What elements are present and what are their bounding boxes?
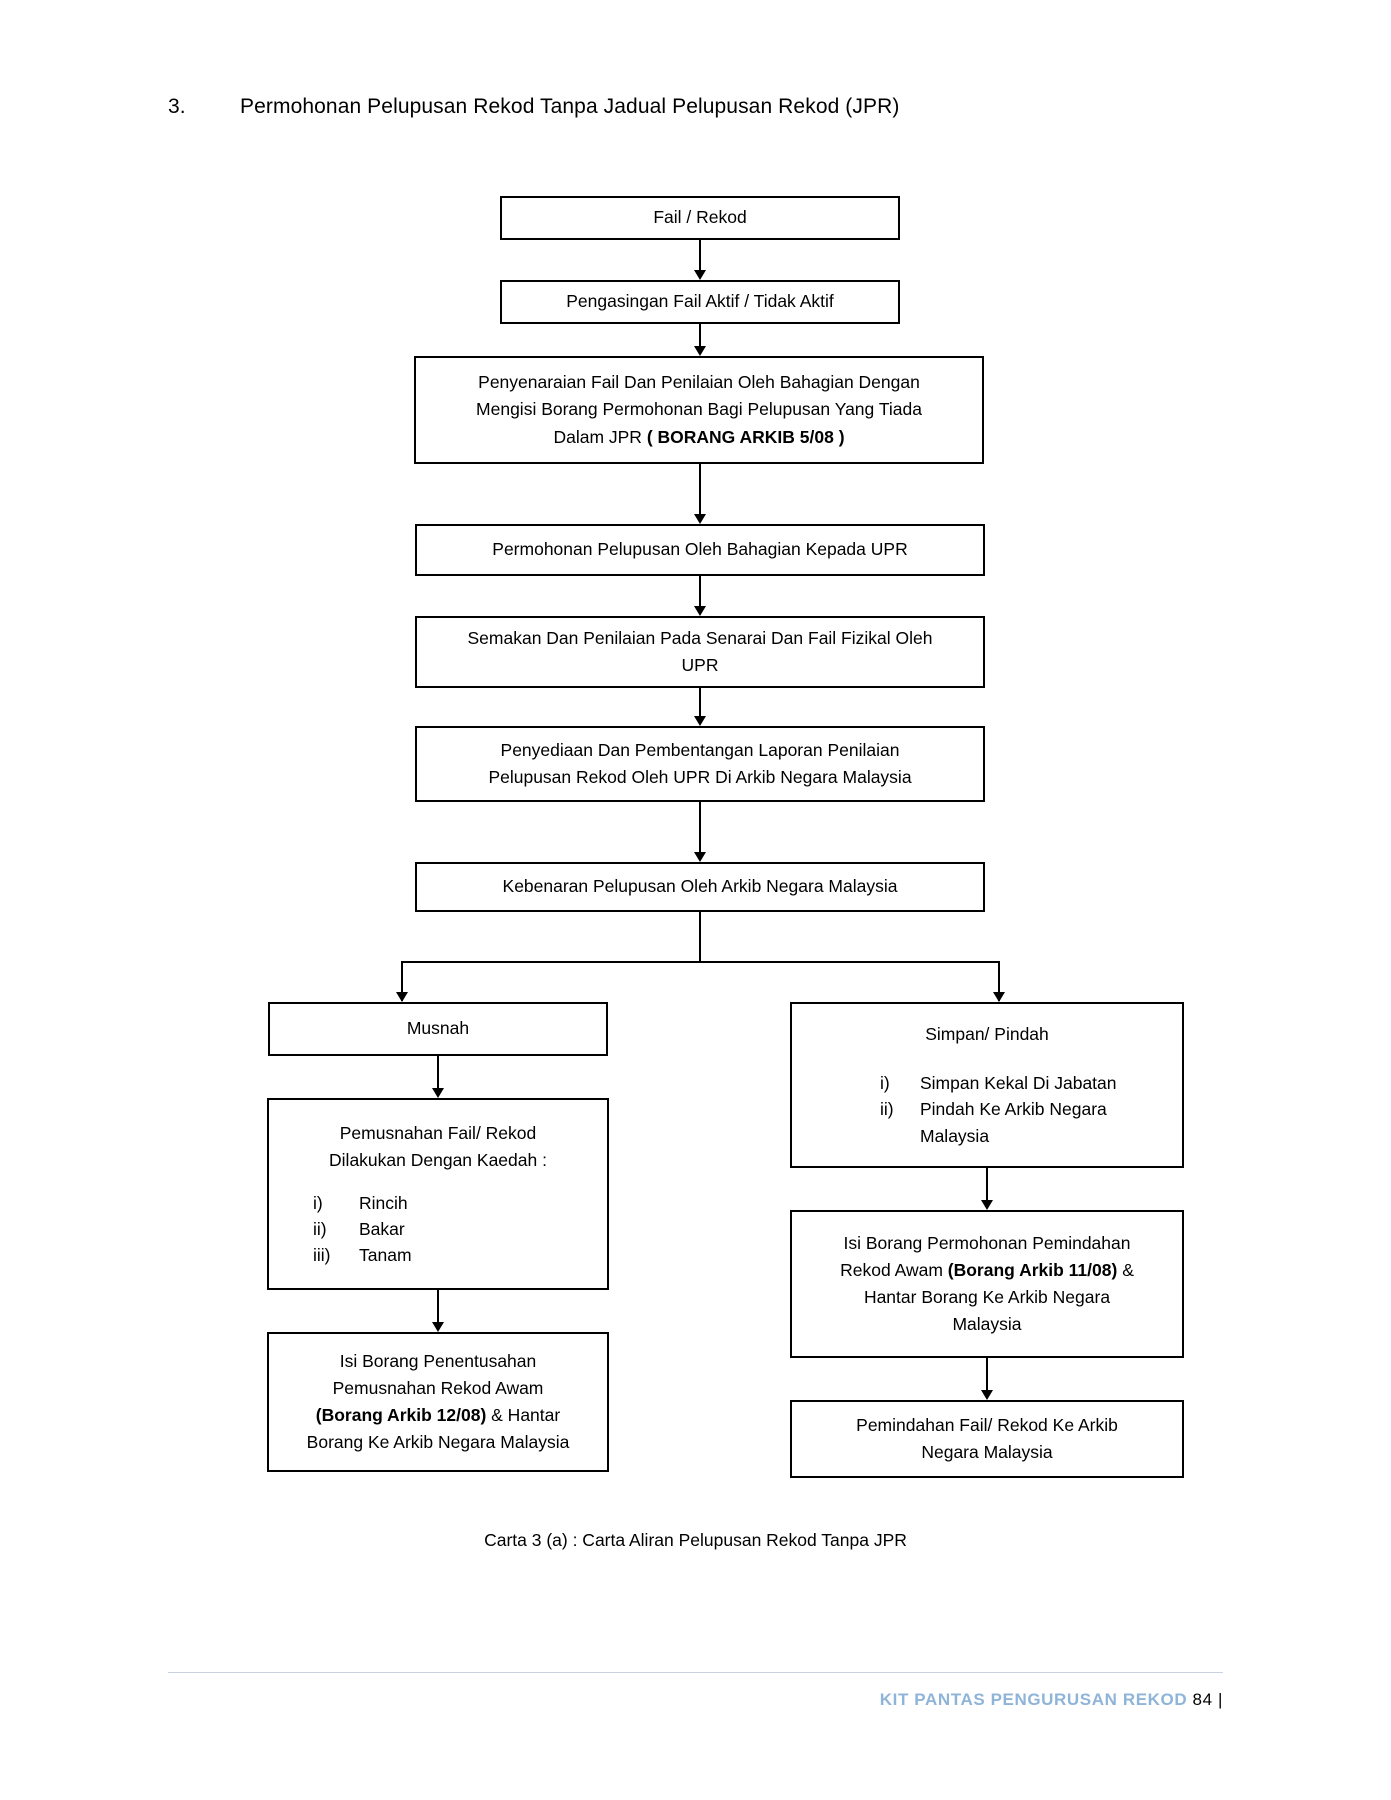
flow-node-line1: Penyediaan Dan Pembentangan Laporan Penilaian	[500, 739, 900, 760]
list-item-marker: ii)	[313, 1219, 327, 1239]
flow-node-simpan-pindah	[790, 1002, 1184, 1168]
arrow-n2-n3	[694, 346, 706, 356]
list-item-marker: i)	[313, 1192, 323, 1213]
flow-node-penyenaraian	[414, 356, 984, 464]
heading-number: 3.	[168, 95, 186, 118]
flow-node-penyediaan-laporan	[415, 726, 985, 802]
flow-node-borang-penentusahan	[267, 1332, 609, 1472]
flow-node-kebenaran-pelupusan	[415, 862, 985, 912]
list-item	[313, 1216, 585, 1242]
flow-node-semakan-penilaian	[415, 616, 985, 688]
list-item-label: Rincih	[359, 1192, 408, 1213]
list-item-continuation	[880, 1123, 1164, 1149]
flow-node-fail-rekod	[500, 196, 900, 240]
flow-node-line2-post: &	[1117, 1259, 1134, 1280]
list-item-marker: i)	[880, 1073, 890, 1094]
arrow-n8-n9	[432, 1088, 444, 1098]
flow-node-line2: Pelupusan Rekod Oleh UPR Di Arkib Negara Malaysia	[488, 767, 912, 787]
flow-node-musnah	[268, 1002, 608, 1056]
list-item	[313, 1190, 585, 1216]
flow-node-line2-pre: Rekod Awam	[840, 1259, 948, 1280]
list-item-label: Pindah Ke Arkib Negara	[920, 1099, 1107, 1120]
connector-n7-split-stem	[699, 912, 701, 962]
flow-node-line2	[804, 1257, 1170, 1284]
flow-node-form-code: (Borang Arkib 12/08)	[315, 1405, 487, 1425]
footer-brand: KIT PANTAS PENGURUSAN REKOD	[879, 1690, 1188, 1709]
flow-node-line3	[281, 1402, 595, 1429]
arrow-n7-musnah	[396, 992, 408, 1002]
flow-node-line1: Pemusnahan Fail/ Rekod	[339, 1122, 537, 1143]
flow-node-pemindahan-fail	[790, 1400, 1184, 1478]
flow-node-line2: Pemusnahan Rekod Awam	[332, 1377, 544, 1398]
flow-node-line1: Pemindahan Fail/ Rekod Ke Arkib	[856, 1414, 1118, 1435]
list-item-label: Tanam	[359, 1245, 412, 1266]
flow-node-line2: Negara Malaysia	[921, 1442, 1053, 1462]
flow-node-line1: Semakan Dan Penilaian Pada Senarai Dan Fail Fizikal Oleh	[467, 627, 933, 648]
flow-node-title: Simpan/ Pindah	[925, 1024, 1049, 1045]
flow-node-label: Fail / Rekod	[653, 207, 747, 228]
flow-node-form-code: (Borang Arkib 11/08)	[947, 1259, 1118, 1280]
flow-node-line1: Isi Borang Permohonan Pemindahan	[843, 1232, 1131, 1253]
arrow-n1-n2	[694, 270, 706, 280]
arrow-n3-n4	[694, 514, 706, 524]
flow-node-line1: Penyenaraian Fail Dan Penilaian Oleh Bahagian Dengan	[478, 372, 920, 393]
flow-node-line4: Malaysia	[952, 1314, 1022, 1335]
page-title	[168, 95, 899, 119]
flow-node-line2: Mengisi Borang Permohonan Bagi Pelupusan Yang Tiada	[476, 399, 922, 420]
list-item-label: Simpan Kekal Di Jabatan	[920, 1073, 1117, 1094]
flow-node-label: Pengasingan Fail Aktif / Tidak Aktif	[566, 291, 834, 312]
figure-caption: Carta 3 (a) : Carta Aliran Pelupusan Rekod Tanpa JPR	[484, 1530, 907, 1550]
flow-node-line2: Dilakukan Dengan Kaedah :	[329, 1149, 547, 1170]
list-item-marker: ii)	[880, 1099, 894, 1120]
flow-node-line3-pre: Dalam JPR	[553, 426, 647, 447]
flow-node-label: Kebenaran Pelupusan Oleh Arkib Negara Malaysia	[502, 876, 898, 897]
list-item	[313, 1242, 585, 1268]
arrow-n11-n12	[981, 1200, 993, 1210]
page-footer	[880, 1690, 1223, 1710]
connector-n7-split-bar	[401, 961, 1000, 963]
flow-node-pemusnahan-kaedah	[267, 1098, 609, 1290]
flow-node-line3	[428, 424, 970, 451]
flow-node-borang-pemindahan	[790, 1210, 1184, 1358]
arrow-n5-n6	[694, 716, 706, 726]
list-item	[880, 1096, 1164, 1122]
footer-page-number: 84 |	[1192, 1690, 1223, 1709]
flow-node-pengasingan	[500, 280, 900, 324]
arrow-n7-simpan	[993, 992, 1005, 1002]
flow-node-line3-post: & Hantar	[486, 1405, 561, 1425]
flow-node-label: Permohonan Pelupusan Oleh Bahagian Kepada UPR	[492, 539, 908, 560]
flow-node-line2: UPR	[681, 655, 719, 675]
list-item-label-cont: Malaysia	[920, 1125, 990, 1146]
flow-node-label: Musnah	[406, 1018, 470, 1039]
flow-node-permohonan-upr	[415, 524, 985, 576]
heading-text: Permohonan Pelupusan Rekod Tanpa Jadual Pelupusan Rekod (JPR)	[240, 95, 900, 118]
flow-node-line4: Borang Ke Arkib Negara Malaysia	[306, 1432, 570, 1453]
list-item	[880, 1070, 1164, 1096]
arrow-n4-n5	[694, 606, 706, 616]
arrow-n6-n7	[694, 852, 706, 862]
arrow-n9-n10	[432, 1322, 444, 1332]
list-item-label: Bakar	[359, 1219, 405, 1239]
arrow-n12-n13	[981, 1390, 993, 1400]
list-item-marker: iii)	[313, 1245, 331, 1266]
flow-node-form-code: ( BORANG ARKIB 5/08 )	[646, 426, 845, 447]
flow-node-line1: Isi Borang Penentusahan	[339, 1350, 537, 1371]
footer-divider	[168, 1672, 1223, 1673]
flow-node-line3: Hantar Borang Ke Arkib Negara	[863, 1287, 1111, 1307]
